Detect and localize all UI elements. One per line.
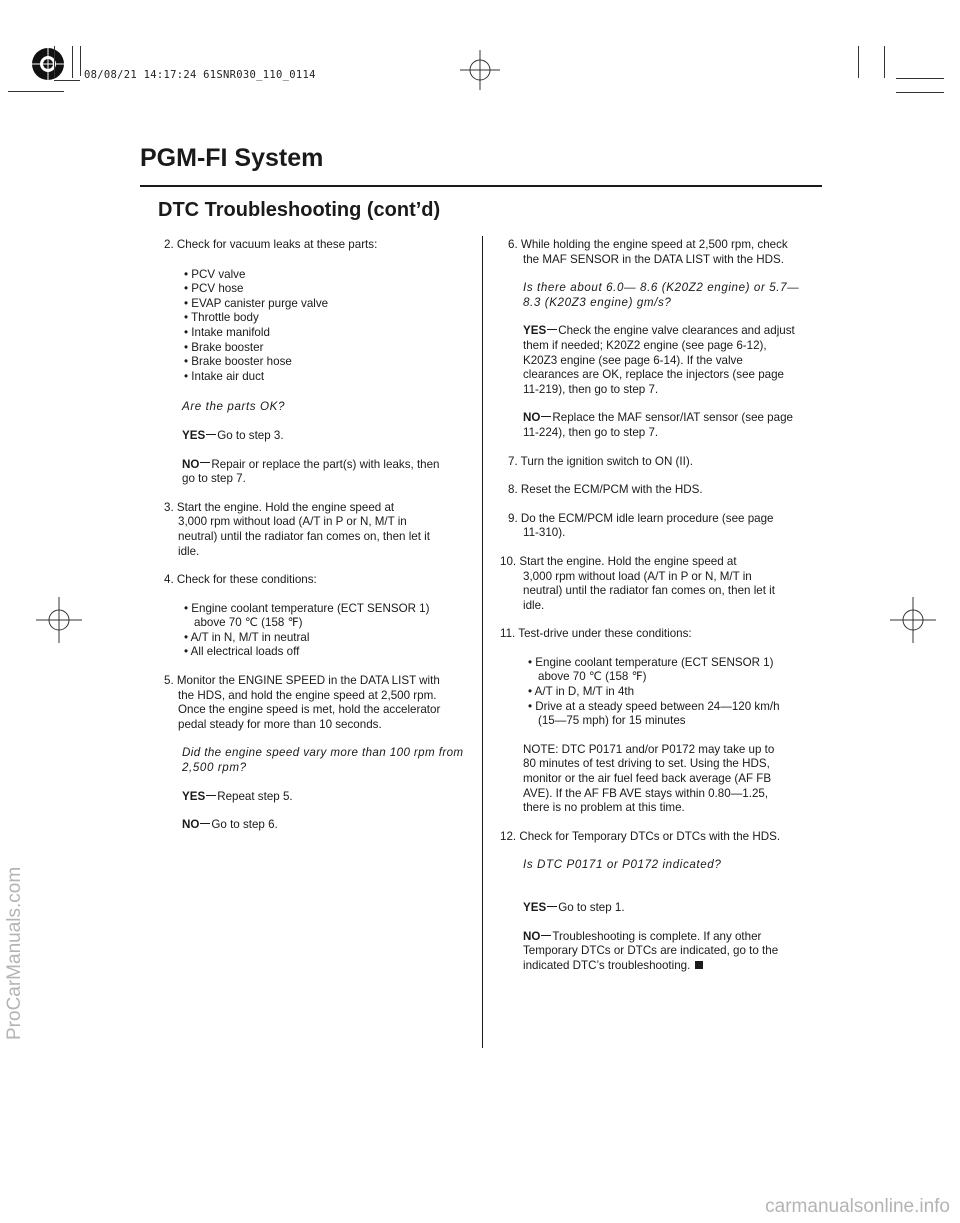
bullet-electrical-loads: • All electrical loads off: [184, 645, 300, 659]
bullet-throttle-body: • Throttle body: [184, 311, 259, 325]
bullet-pcv-hose: • PCV hose: [184, 282, 244, 296]
bullet-at-neutral: • A/T in N, M/T in neutral: [184, 630, 310, 644]
right-column: 6. While holding the engine speed at 2,500 rpm, check the MAF SENSOR in the DATA LIST with the HDS. Is there about 6.0— 8.6 (K20Z2 engine) or 5.7— 8.3 (K20Z3 engine) gm/s? YES Check the engine valve clearances and adjust them if needed; K20Z2 engine (see page 6-12), K20Z3 engine (see page 6-14). If the valve clearances are OK, replace the injectors (see page 11-219), then go to step 7. NO Replace the MAF sensor/IAT sensor (see page 11-224), then go to step 7. 7. Turn the ignition switch to ON (II). 8. Reset the ECM/PCM with the HDS. 9. Do the ECM/PCM idle learn procedure (see page 11-310). 10. Start the engine. Hold the engine speed at 3,000 rpm without load (A/T in P or N, M/T in neutral) until the radiator fan comes on, then let it idle. 11. Test-drive under these conditions: • Engine coolant temperature (ECT SENSOR 1) above 70 ℃ (158 ℉) • A/T in D, M/T in 4th • Drive at a steady speed between 24—120 km/h (15—75 mph) for 15 minutes NOTE: DTC P0171 and/or P0172 may take up to 80 minutes of test driving to set. Using the HDS, monitor or the air fuel feed back average (AF FB AVE). If the AF FB AVE stays within 0.80—1.25, there is no problem at this time. 12. Check for Temporary DTCs or DTCs with the HDS. Is DTC P0171 or P0172 indicated? YES Go to step 1. NO Troubleshooting is complete. If any other Temporary DTCs or DTCs are indicated, go to the indicated DTC’s troubleshooting.: [508, 238, 818, 973]
left-column: 2. Check for vacuum leaks at these parts: • PCV valve • PCV hose • EVAP canister purge valve • Throttle body • Intake manifold • Brake booster • Brake booster hose • Intake air duct Are the parts OK? YES Go to step 3. NO Repair or replace the part(s) with leaks, then go to step 7. 3. Start the engine. Hold the engine speed at 3,000 rpm without load (A/T in P or N, M/T in neutral) until the radiator fan comes on, then let it idle. 4. Check for these conditions: • Engine coolant temperature (ECT SENSOR 1) above 70 ℃ (158 ℉) • A/T in N, M/T in neutral • All electrical loads off 5. Monitor the ENGINE SPEED in the DATA LIST with the HDS, and hold the engine speed at 2,500 rpm. Once the engine speed is met, hold the accelerator pedal steady for more than 10 seconds. Did the engine speed vary more than 100 rpm from 2,500 rpm? YES Repeat step 5. NO Go to step 6.: [164, 238, 474, 833]
bullet-brake-booster-hose: • Brake booster hose: [184, 355, 292, 369]
bullet-intake-air-duct: • Intake air duct: [184, 369, 265, 383]
question-step2: Are the parts OK?: [182, 400, 285, 414]
side-watermark: ProCarManuals.com: [4, 866, 25, 1040]
answer-no-step5: NO Go to step 6.: [182, 818, 278, 832]
step-4: 4. Check for these conditions:: [164, 573, 317, 587]
step-7: 7. Turn the ignition switch to ON (II).: [508, 454, 693, 468]
answer-no-step2: NO Repair or replace the part(s) with leaks, then: [182, 457, 440, 471]
step-9: 9. Do the ECM/PCM idle learn procedure (see page: [508, 511, 774, 525]
header-rule: [140, 185, 822, 187]
end-of-section-icon: [695, 961, 703, 969]
crosshair-top-icon: [460, 50, 500, 90]
page-subtitle: DTC Troubleshooting (cont’d): [158, 199, 441, 221]
question-step12: Is DTC P0171 or P0172 indicated?: [523, 858, 722, 872]
step-5: 5. Monitor the ENGINE SPEED in the DATA LIST with: [164, 674, 440, 688]
bullet-intake-manifold: • Intake manifold: [184, 325, 270, 339]
question-step5: Did the engine speed vary more than 100 rpm from: [182, 746, 464, 760]
answer-yes-step2: YES Go to step 3.: [182, 428, 284, 442]
bullet-pcv-valve: • PCV valve: [184, 267, 246, 281]
note: NOTE: DTC P0171 and/or P0172 may take up to: [523, 742, 775, 756]
bullet-ect-sensor: • Engine coolant temperature (ECT SENSOR 1): [184, 601, 430, 615]
answer-yes-step5: YES Repeat step 5.: [182, 789, 293, 803]
bullet-evap-valve: • EVAP canister purge valve: [184, 296, 329, 310]
answer-no-step6: NO Replace the MAF sensor/IAT sensor (see page: [523, 411, 793, 425]
step-10: 10. Start the engine. Hold the engine speed at: [500, 554, 737, 568]
step-3: 3. Start the engine. Hold the engine speed at: [164, 500, 395, 514]
bottom-watermark: carmanualsonline.info: [765, 1196, 950, 1217]
step-2: 2. Check for vacuum leaks at these parts:: [164, 238, 378, 251]
answer-yes-step12: YES Go to step 1.: [523, 901, 625, 914]
answer-yes-step6: YES Check the engine valve clearances and adjust: [523, 324, 795, 338]
step-6: 6. While holding the engine speed at 2,500 rpm, check: [508, 238, 788, 251]
step-11: 11. Test-drive under these conditions:: [500, 627, 692, 641]
yes-label: YES: [182, 428, 206, 442]
bullet-steady-speed: • Drive at a steady speed between 24—120 km/h: [528, 699, 780, 713]
no-label: NO: [182, 457, 200, 471]
print-stamp: 08/08/21 14:17:24 61SNR030_110_0114: [84, 69, 316, 81]
answer-no-step12: NO Troubleshooting is complete. If any other: [523, 929, 762, 943]
step-12: 12. Check for Temporary DTCs or DTCs with the HDS.: [500, 829, 781, 843]
column-divider: [482, 236, 483, 1048]
section-title: PGM-FI System: [140, 144, 324, 172]
bullet-at-drive: • A/T in D, M/T in 4th: [528, 685, 635, 699]
crosshair-left-icon: [36, 597, 82, 643]
question-step6: Is there about 6.0— 8.6 (K20Z2 engine) or 5.7—: [523, 281, 800, 295]
bullet-brake-booster: • Brake booster: [184, 340, 264, 354]
step-8: 8. Reset the ECM/PCM with the HDS.: [508, 483, 703, 497]
crosshair-right-icon: [890, 597, 936, 643]
bullet-ect-sensor-drive: • Engine coolant temperature (ECT SENSOR 1): [528, 655, 774, 669]
